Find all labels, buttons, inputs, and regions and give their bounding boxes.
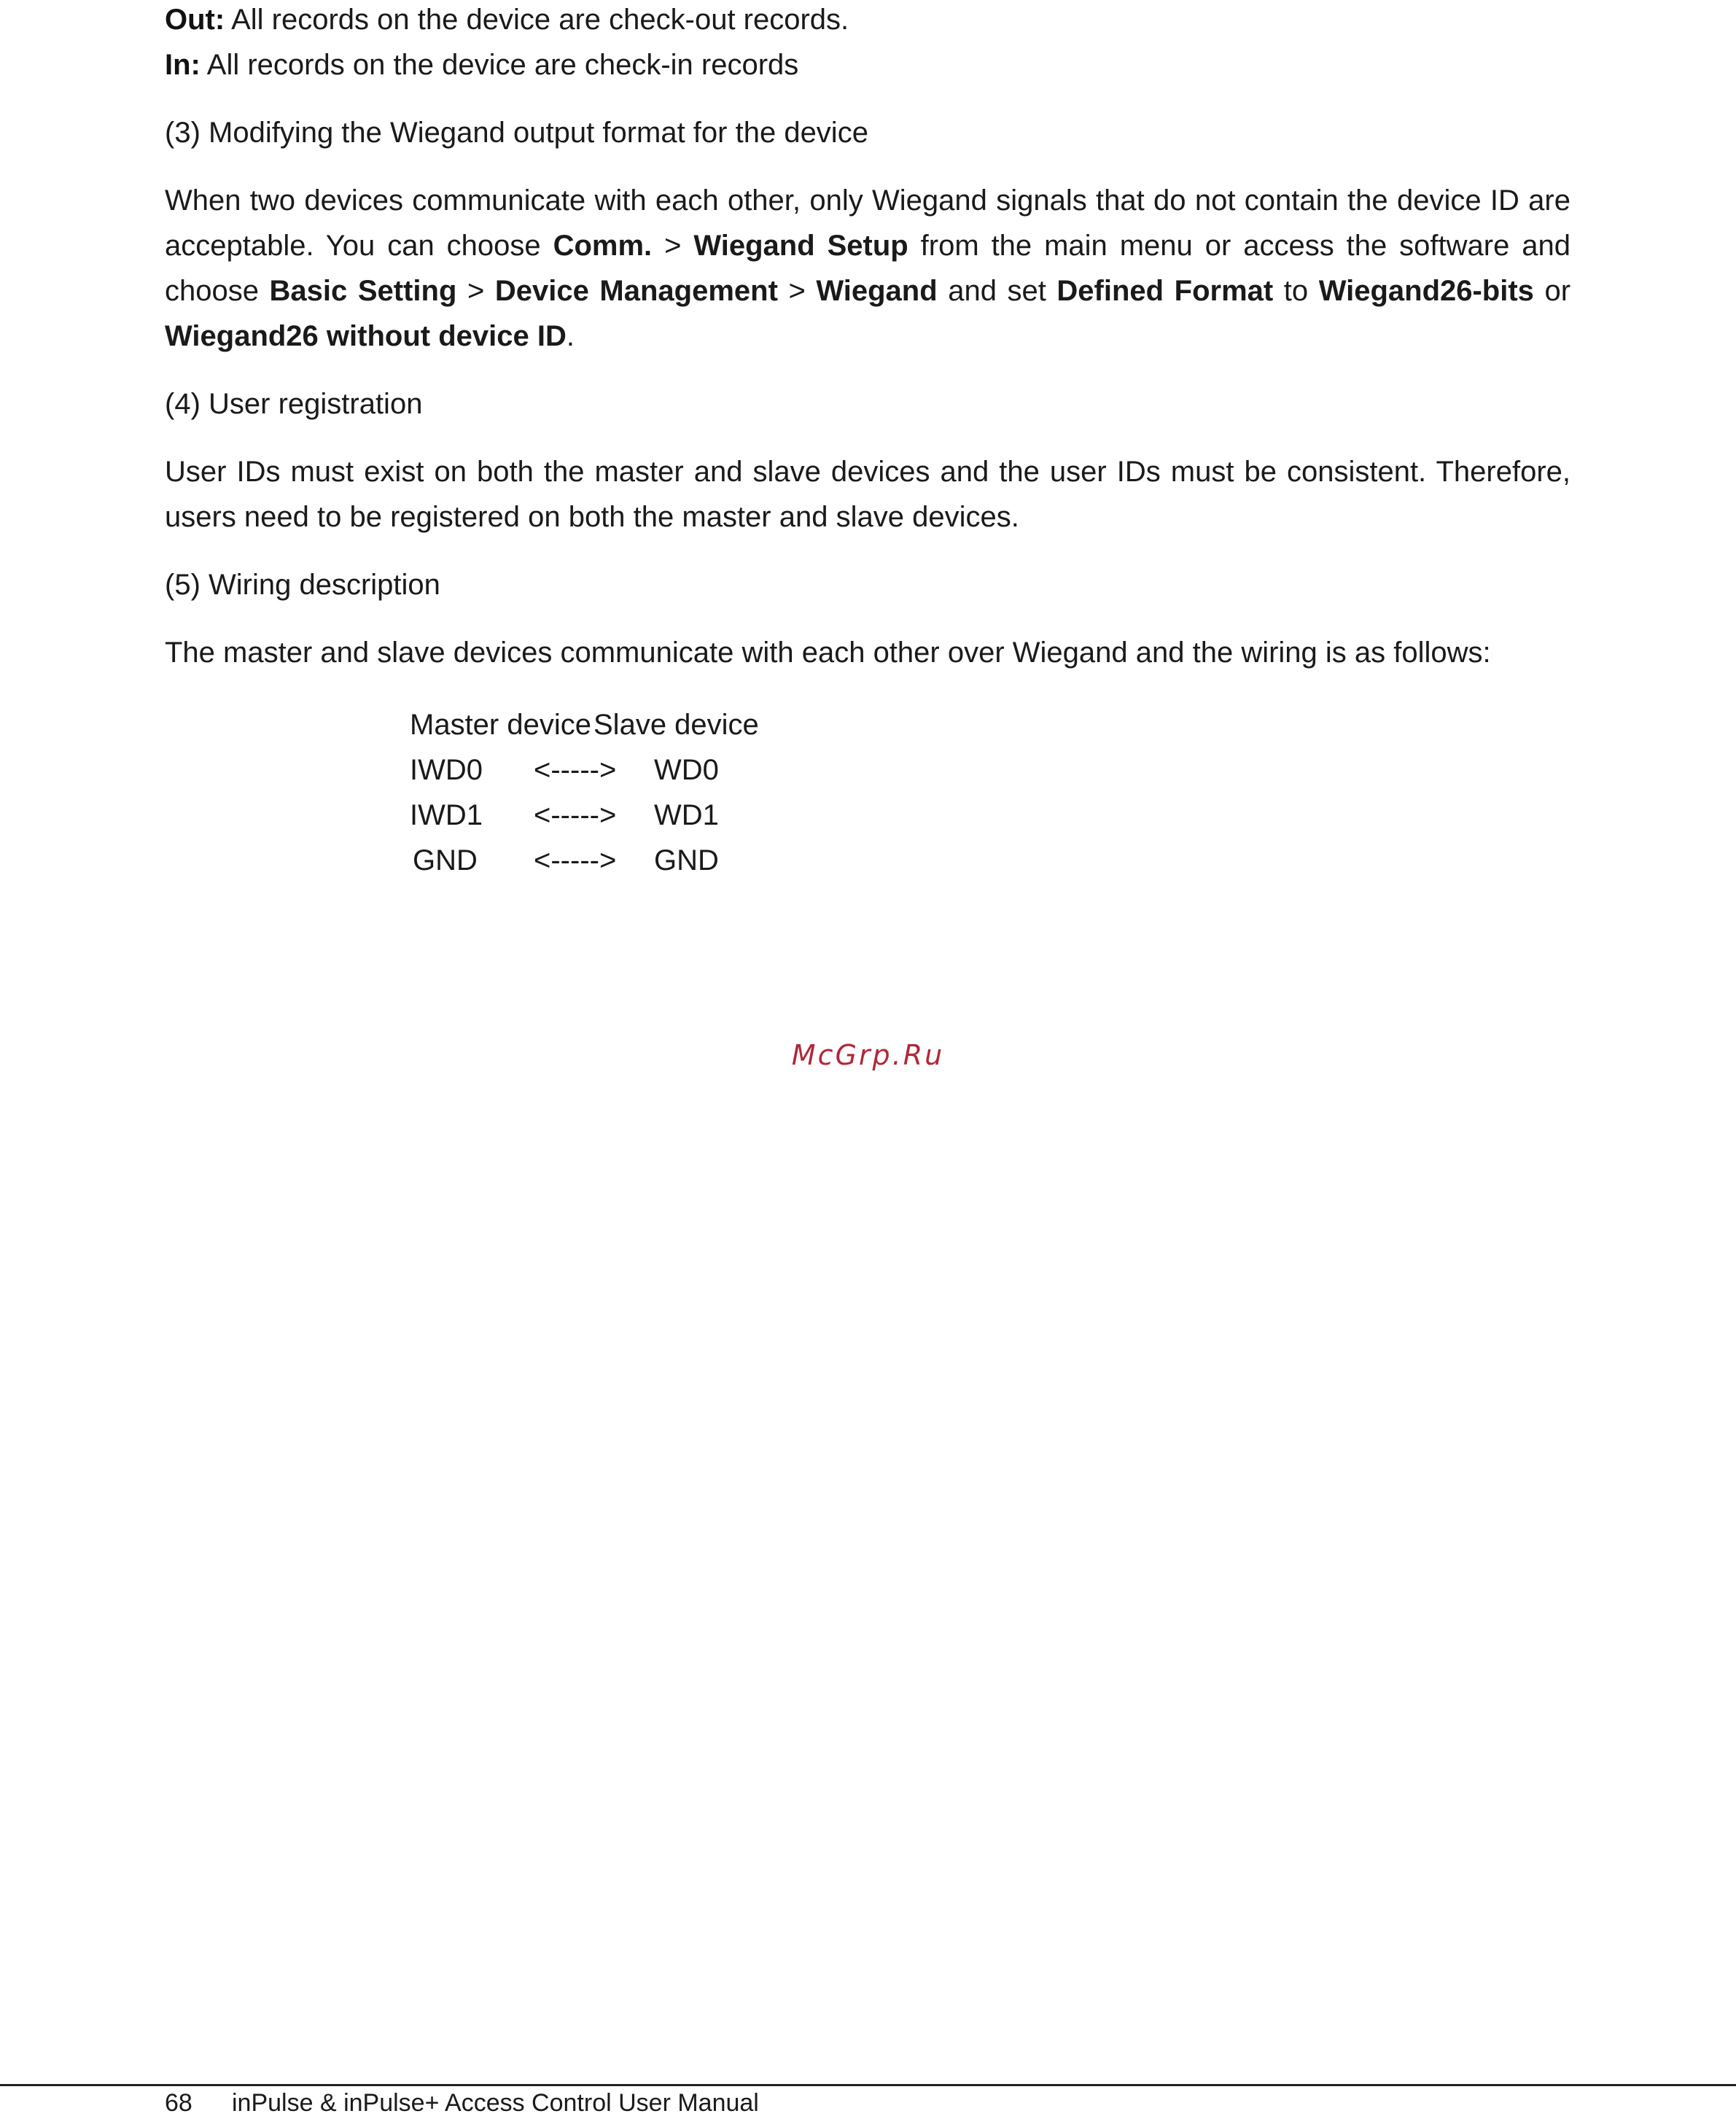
page-content [165, 0, 1570, 675]
wiring-slave: WD1 [654, 799, 719, 831]
menu-wiegand: Wiegand [816, 275, 938, 307]
section-5-heading: (5) Wiring description [165, 569, 440, 601]
wiring-arrow: <-----> [534, 799, 617, 831]
s3-sep-2: > [456, 275, 495, 307]
wiring-arrow: <-----> [534, 754, 617, 786]
s3-text-3: and set [937, 275, 1057, 307]
in-label: In: [165, 49, 201, 81]
manual-title: inPulse & inPulse+ Access Control User Manual [232, 2089, 759, 2117]
in-line [165, 42, 1570, 88]
section-3-paragraph [165, 178, 1570, 359]
menu-wiegand-setup: Wiegand Setup [693, 230, 908, 262]
out-label: Out: [165, 4, 225, 36]
s3-text-4: to [1273, 275, 1319, 307]
s3-sep-1: > [652, 230, 694, 262]
footer-divider [0, 2084, 1736, 2086]
s3-sep-3: > [777, 275, 817, 307]
wiring-row [410, 793, 800, 838]
s3-text-6: . [566, 320, 575, 352]
wiring-row [410, 838, 800, 883]
section-4-paragraph: User IDs must exist on both the master and slave devices and the user IDs must be consistent. Therefore, users need to be registered on both the master and slave devices. [165, 456, 1570, 533]
wiring-master: IWD1 [410, 799, 483, 831]
menu-device-management: Device Management [494, 275, 778, 307]
option-wiegand26-bits: Wiegand26-bits [1318, 275, 1534, 307]
section-4-heading: (4) User registration [165, 388, 423, 420]
s3-text-1: When two devices communicate with each other, only Wiegand signals that do not contain the device ID are acceptable. You can choose [165, 184, 1570, 262]
wiring-slave: WD0 [654, 754, 719, 786]
in-text: All records on the device are check-in records [200, 49, 799, 81]
wiring-header-slave: Slave device [593, 709, 759, 741]
wiring-header-master: Master device [410, 709, 591, 741]
wiring-table [410, 702, 800, 883]
page-number: 68 [165, 2089, 192, 2117]
menu-basic-setting: Basic Setting [269, 275, 457, 307]
option-wiegand26-no-id: Wiegand26 without device ID [165, 320, 567, 352]
wiring-header [410, 702, 800, 747]
s3-text-2: from the main menu or access the software and choose [165, 230, 1570, 307]
wiring-arrow: <-----> [534, 844, 617, 876]
section-3-heading: (3) Modifying the Wiegand output format for the device [165, 117, 868, 149]
out-line [165, 0, 1570, 42]
wiring-slave: GND [654, 844, 719, 876]
page-footer [165, 2087, 759, 2119]
option-defined-format: Defined Format [1056, 275, 1274, 307]
wiring-master: IWD0 [410, 754, 483, 786]
s3-text-5: or [1533, 275, 1571, 307]
wiring-master: GND [413, 844, 478, 876]
section-5-paragraph: The master and slave devices communicate with each other over Wiegand and the wiring is as follows: [165, 637, 1491, 669]
menu-comm: Comm. [553, 230, 653, 262]
watermark: McGrp.Ru [791, 1039, 945, 1071]
out-text: All records on the device are check-out records. [225, 4, 849, 36]
wiring-row [410, 747, 800, 793]
